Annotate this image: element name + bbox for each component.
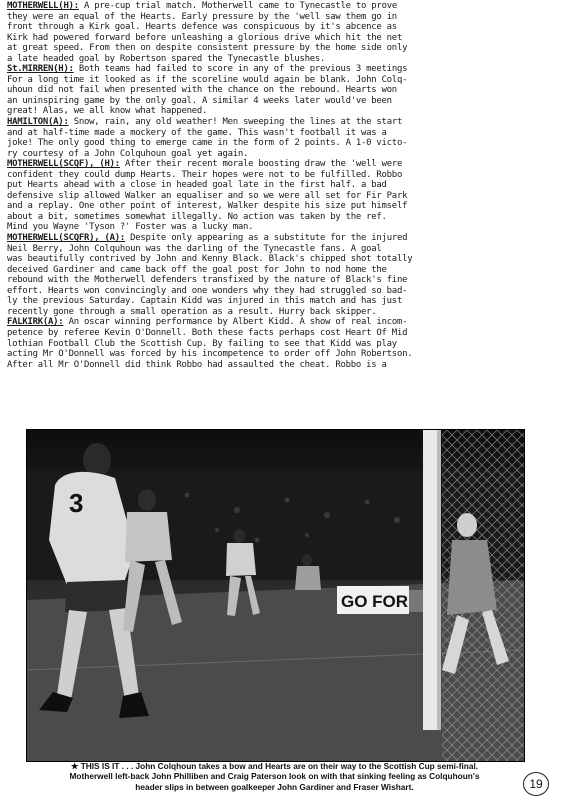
report-text: For a long time it looked as if the scoreline would again be blank. John Colq- [7,74,408,85]
report-text: Mind you Wayne 'Tyson ?' Foster was a lucky man. [7,222,254,233]
report-text: Kirk had powered forward before unleashing a glorious drive which hit the net [7,32,403,43]
report-line [7,286,563,297]
caption-line-3: header slips in between goalkeeper John Gardiner and Fraser Wishart. [135,781,414,792]
star-icon: ★ [70,761,79,771]
report-text: about a bit, sometimes somewhat illegally. No action was taken by the ref. [7,211,387,222]
report-text: acting Mr O'Donnell was forced by his incompetence to order off John Robertson. [7,349,413,360]
report-text: lothian Football Club the Scottish Cup. By failing to see that Kidd was play [7,338,397,349]
report-text: Neil Berry, John Colquhoun was the darling of the Tynecastle fans. A goal [7,243,382,254]
report-line [7,244,563,255]
match-heading: St.MIRREN(H): [7,64,74,75]
advert-board-text: GO FOR [341,592,409,611]
report-line [7,138,563,149]
match-photo-image [27,430,524,761]
report-text: they were an equal of the Hearts. Early pressure by the 'well saw them go in [7,11,397,22]
report-text: After all Mr O'Donnell did think Robbo had assaulted the cheat. Robbo is a [7,359,387,370]
photo-caption [26,761,523,792]
report-text: Both teams had failed to score in any of the previous 3 meetings [73,64,408,75]
report-text: defensive slip allowed Walker an equaliser and so we were all set for Fir Park [7,190,408,201]
report-text: effort. Hearts won convincingly and one wonders why they had struggled so bad- [7,285,408,296]
report-text: recently gone through a small operation as a result. Hurry back skipper. [7,306,377,317]
player-shirt-number: 3 [69,488,84,518]
report-line [7,265,563,276]
report-line [7,275,563,286]
report-text: a late headed goal by Robertson spared the Tynecastle blushes. [7,53,326,64]
report-text: ly the previous Saturday. Captain Kidd was injured in this match and has just [7,296,403,307]
match-heading: HAMILTON(A): [7,117,69,128]
report-text: rebound with the Motherwell defenders transfixed by the nature of Black's fine [7,275,408,286]
report-text: confident they could dump Hearts. Their hopes were not to be fulfilled. Robbo [7,169,403,180]
match-heading: MOTHERWELL(SCQF), (H): [7,159,120,170]
report-line [7,64,563,75]
report-text: A pre-cup trial match. Motherwell came to Tynecastle to prove [78,1,397,11]
report-text: Snow, rain, any old weather! Men sweeping the lines at the start [68,117,403,128]
match-heading: MOTHERWELL(SCQFR), (A): [7,233,126,244]
match-heading: MOTHERWELL(H): [7,1,79,11]
report-line [7,317,563,328]
report-line [7,180,563,191]
report-line [7,149,563,160]
report-line [7,96,563,107]
report-line [7,12,563,23]
report-text: ry courtesy of a John Colquhoun goal yet again. [7,148,249,159]
report-text: deceived Gardiner and came back off the goal post for John to nod home the [7,264,387,275]
report-line [7,360,563,371]
report-line [7,54,563,65]
report-line [7,254,563,265]
report-line [7,170,563,181]
report-line [7,349,563,360]
report-text: at great speed. From then on despite consistent pressure by the home side only [7,43,408,54]
report-line [7,296,563,307]
report-text: put Hearts ahead with a close in headed goal late in the first half. a bad [7,180,387,191]
caption-line-2: Motherwell left-back John Philliben and Craig Paterson look on with that sinking feeling as Colquhoun's [69,771,480,782]
report-line [7,1,563,12]
page-number: 19 [523,772,549,796]
report-line [7,191,563,202]
report-text: After their recent morale boosting draw the 'well were [119,159,403,170]
report-text: and a replay. One other point of interest, Walker despite his size put himself [7,201,408,212]
report-text: front through a Kirk goal. Hearts defence was conspicuous by it's abcence as [7,22,397,33]
report-line [7,222,563,233]
report-text: great! Alas, we all know what happened. [7,106,208,117]
report-line [7,307,563,318]
report-line [7,339,563,350]
report-text: An oscar winning performance by Albert Kidd. A show of real incom- [63,317,408,328]
report-text: joke! The only good thing to emerge came in the form of 2 points. A 1-0 victo- [7,138,408,149]
report-text: uhoun did not fail when presented with the chance on the rebound. Hearts won [7,85,397,96]
match-reports [7,1,563,370]
report-line [7,106,563,117]
match-heading: FALKIRK(A): [7,317,64,328]
report-line [7,233,563,244]
report-text: was beautifully contrived by John and Kenny Black. Black's chipped shot totally [7,254,413,265]
report-text: an uninspiring game by the only goal. A similar 4 weeks later would've been [7,95,392,106]
report-line [7,117,563,128]
caption-line [26,761,523,771]
report-text: petence by referee Kevin O'Donnell. Both these facts perhaps cost Heart Of Mid [7,327,408,338]
report-line [7,22,563,33]
report-line [7,201,563,212]
report-line [7,128,563,139]
report-text: Despite only appearing as a substitute for the injured [125,233,408,244]
report-line [7,33,563,44]
report-line [7,159,563,170]
match-photo [26,429,525,762]
report-line [7,85,563,96]
report-line [7,75,563,86]
report-line [7,43,563,54]
report-line [7,212,563,223]
report-text: and at half-time made a mockery of the game. This wasn't football it was a [7,127,387,138]
caption-line-1: THIS IS IT . . . John Colqhoun takes a bow and Hearts are on their way to the Scottish Cup semi-final. [80,761,479,771]
report-line [7,328,563,339]
